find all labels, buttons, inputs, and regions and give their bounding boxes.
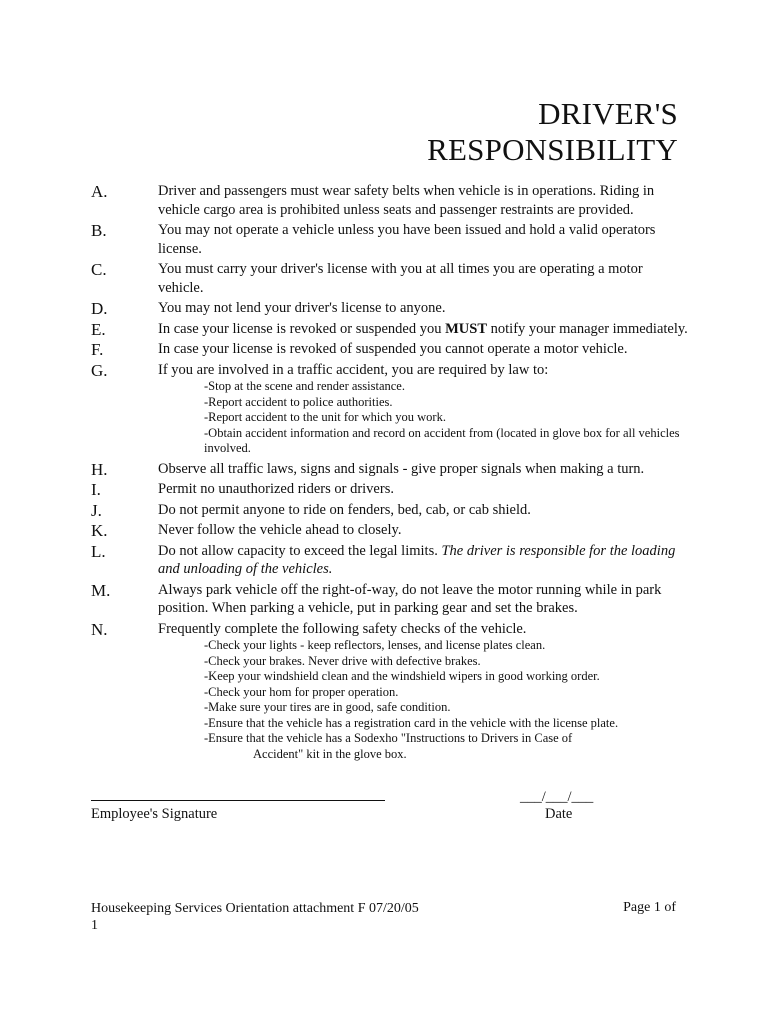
list-item xyxy=(91,221,691,258)
item-letter: J. xyxy=(91,500,102,520)
sub-item: -Ensure that the vehicle has a Sodexho "Instructions to Drivers in Case of xyxy=(204,731,573,745)
list-item xyxy=(91,581,691,618)
sub-item: -Ensure that the vehicle has a registration card in the vehicle with the license plate. xyxy=(204,715,619,730)
list-item xyxy=(91,480,691,499)
list-item xyxy=(91,340,691,359)
document-title xyxy=(427,96,678,168)
item-letter: M. xyxy=(91,580,111,600)
item-text-italic: The driver is responsible for the loading and unloading of the vehicles. xyxy=(158,542,676,577)
item-text xyxy=(158,542,691,579)
list-item xyxy=(91,260,691,297)
list-item xyxy=(91,521,691,540)
sub-item: -Obtain accident information and record on accident from (located in glove box for all vehicles involved. xyxy=(204,425,680,455)
item-text-after: notify your manager immediately. xyxy=(487,320,688,337)
title-line-2: RESPONSIBILITY xyxy=(427,132,678,167)
list-item xyxy=(91,501,691,520)
item-letter: K. xyxy=(91,521,108,540)
item-letter: N. xyxy=(91,619,108,639)
signature-line[interactable] xyxy=(91,790,385,801)
item-text: Driver and passengers must wear safety belts when vehicle is in operations. Riding in vehicle cargo area is prohibited unless seats and passenger restraints are provided. xyxy=(158,183,655,218)
page-number: Page 1 of xyxy=(623,900,676,915)
item-text: Never follow the vehicle ahead to closely. xyxy=(158,522,402,538)
sub-item: -Report accident to police authorities. xyxy=(204,394,393,409)
item-letter: B. xyxy=(91,221,107,240)
item-letter: E. xyxy=(91,319,106,339)
date-field[interactable]: ___/___/___ xyxy=(520,789,594,805)
item-text xyxy=(158,320,691,339)
sub-list xyxy=(204,638,691,762)
list-item xyxy=(91,320,691,339)
item-letter: I. xyxy=(91,480,101,499)
item-letter: D. xyxy=(91,299,108,318)
sub-item: -Check your lights - keep reflectors, lenses, and license plates clean. xyxy=(204,638,546,652)
list-item xyxy=(91,299,691,318)
item-text: You may not operate a vehicle unless you have been issued and hold a valid operators license. xyxy=(158,222,656,257)
item-text: Always park vehicle off the right-of-way, do not leave the motor running while in park position. When parking a vehicle, put in parking gear and set the brakes. xyxy=(158,581,662,616)
item-text: Do not permit anyone to ride on fenders, bed, cab, or cab shield. xyxy=(158,501,531,518)
item-letter: H. xyxy=(91,459,108,479)
list-item xyxy=(91,460,691,479)
footer-line-2: 1 xyxy=(91,918,98,933)
item-text: Frequently complete the following safety checks of the vehicle. xyxy=(158,620,527,637)
item-text: In case your license is revoked of suspended you cannot operate a motor vehicle. xyxy=(158,341,628,357)
title-line-1: DRIVER'S xyxy=(538,96,678,131)
list-item xyxy=(91,542,691,579)
signature-label: Employee's Signature xyxy=(91,806,218,822)
item-letter: A. xyxy=(91,182,108,201)
sub-item: -Make sure your tires are in good, safe condition. xyxy=(204,700,451,714)
date-label: Date xyxy=(545,806,573,822)
item-text: Observe all traffic laws, signs and signals - give proper signals when making a turn. xyxy=(158,460,645,477)
footer-text xyxy=(91,900,451,934)
sub-item: -Check your hom for proper operation. xyxy=(204,684,399,699)
item-letter: L. xyxy=(91,541,106,561)
list-item xyxy=(91,361,691,457)
item-letter: C. xyxy=(91,260,107,279)
sub-item: -Report accident to the unit for which you work. xyxy=(204,410,446,424)
sub-item: -Check your brakes. Never drive with defective brakes. xyxy=(204,653,481,668)
sub-item: -Stop at the scene and render assistance. xyxy=(204,379,405,393)
item-text-plain: Do not allow capacity to exceed the legal limits. xyxy=(158,542,442,559)
sub-list xyxy=(204,379,691,457)
list-item xyxy=(91,620,691,763)
item-text: You must carry your driver's license with you at all times you are operating a motor vehicle. xyxy=(158,261,643,296)
list-item xyxy=(91,182,691,219)
item-text: You may not lend your driver's license to anyone. xyxy=(158,300,446,316)
item-text: If you are involved in a traffic accident, you are required by law to: xyxy=(158,361,549,378)
sub-item: -Keep your windshield clean and the windshield wipers in good working order. xyxy=(204,669,600,683)
sub-item: Accident" kit in the glove box. xyxy=(253,746,407,761)
responsibility-list xyxy=(91,182,691,762)
item-text-emphasis: MUST xyxy=(445,320,488,337)
item-letter: G. xyxy=(91,360,108,380)
item-text: Permit no unauthorized riders or drivers. xyxy=(158,481,394,497)
item-text-before: In case your license is revoked or suspended you xyxy=(158,320,446,337)
item-letter: F. xyxy=(91,340,104,359)
footer-line-1: Housekeeping Services Orientation attachment F 07/20/05 xyxy=(91,901,419,916)
